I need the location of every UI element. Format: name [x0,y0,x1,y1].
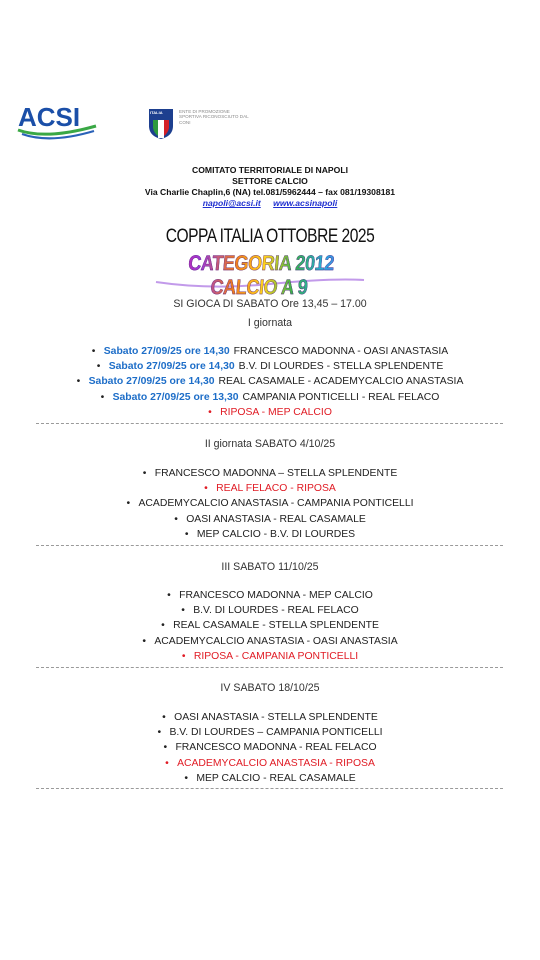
bullet-icon: • [167,590,171,601]
bullet-icon: • [165,757,169,769]
list-item [0,359,540,374]
email-link[interactable]: napoli@acsi.it [202,198,261,208]
bullet-icon: • [184,772,188,784]
match-text: RIPOSA - CAMPANIA PONTICELLI [193,650,359,662]
match-text: FRANCESCO MADONNA - MEP CALCIO [179,590,373,601]
bullet-icon: • [204,483,208,495]
divider [36,423,503,424]
bullet-icon: • [181,650,186,662]
list-item [0,725,540,740]
contact-links [0,198,540,209]
match-text: B.V. DI LOURDES - STELLA SPLENDENTE [238,361,444,373]
list-item [0,634,540,649]
bullet-icon: • [126,498,131,510]
round-title: IV SABATO 18/10/25 [220,682,320,694]
list-item [0,512,540,527]
list-item [0,374,540,389]
round-3-list [0,588,540,664]
divider [36,788,503,789]
match-date: Sabato 27/09/25 ore 13,30 [112,391,239,403]
bullet-icon: • [91,346,96,357]
match-text: ACADEMYCALCIO ANASTASIA - RIPOSA [177,757,375,769]
bullet-icon: • [162,712,166,723]
match-text: MEP CALCIO - REAL CASAMALE [196,772,356,784]
list-item [0,390,540,405]
list-item [0,466,540,481]
bullet-icon: • [96,361,101,373]
match-text: MEP CALCIO - B.V. DI LOURDES [196,528,356,540]
list-item [0,771,540,786]
bullet-icon: • [174,513,178,525]
bullet-icon: • [157,727,162,739]
divider [36,545,503,546]
list-item [0,405,540,420]
bullet-icon: • [142,635,146,647]
match-text: FRANCESCO MADONNA - OASI ANASTASIA [233,346,449,357]
page-title: COPPA ITALIA OTTOBRE 2025 [165,226,375,247]
round-title: II giornata SABATO 4/10/25 [204,438,336,450]
list-item [0,588,540,603]
match-text: REAL FELACO - RIPOSA [216,483,336,495]
match-text: B.V. DI LOURDES – CAMPANIA PONTICELLI [169,727,383,739]
round-title: III SABATO 11/10/25 [221,561,319,573]
round-2-list [0,466,540,542]
list-item [0,649,540,664]
match-text: ACADEMYCALCIO ANASTASIA - CAMPANIA PONTICELLI [138,498,414,510]
round-4-list [0,710,540,786]
address-line: Via Charlie Chaplin,6 (NA) tel.081/5962444 – fax 081/19308181 [144,187,396,197]
italia-tag: ITALIA [150,110,163,115]
match-text: OASI ANASTASIA - STELLA SPLENDENTE [174,712,378,723]
bullet-icon: • [184,528,189,540]
divider [36,667,503,668]
list-item [0,756,540,771]
category-title: CATEGORIA 2012 CALCIO A 9 [163,252,357,300]
match-text: OASI ANASTASIA - REAL CASAMALE [186,513,366,525]
website-link[interactable]: www.acsinapoli [273,198,338,208]
sector-name: SETTORE CALCIO [232,176,308,186]
list-item [0,618,540,633]
match-text: ACADEMYCALCIO ANASTASIA - OASI ANASTASIA [154,635,398,647]
match-text: FRANCESCO MADONNA - REAL FELACO [175,742,377,754]
bullet-icon: • [181,605,185,617]
match-text: CAMPANIA PONTICELLI - REAL FELACO [242,391,440,403]
list-item [0,527,540,542]
list-item [0,740,540,755]
committee-name: COMITATO TERRITORIALE DI NAPOLI [192,165,348,175]
bullet-icon: • [163,742,168,754]
match-text: REAL CASAMALE - ACADEMYCALCIO ANASTASIA [218,376,464,388]
list-item [0,710,540,725]
acsi-logo-text: ACSI [18,102,81,132]
list-item [0,481,540,496]
bullet-icon: • [208,406,212,418]
coni-logo-text: ENTE DI PROMOZIONE SPORTIVA RICONOSCIUTO DAL CONI [179,109,249,125]
bullet-icon: • [76,376,81,388]
acsi-logo [16,100,98,142]
bullet-icon: • [161,620,165,632]
schedule-note: SI GIOCA DI SABATO Ore 13,45 – 17.00 [173,298,367,310]
bullet-icon: • [100,391,105,403]
match-date: Sabato 27/09/25 ore 14,30 [108,361,235,373]
match-date: Sabato 27/09/25 ore 14,30 [88,376,215,388]
category-banner [150,252,370,299]
round-1-list [0,344,540,420]
list-item [0,496,540,511]
match-text: RIPOSA - MEP CALCIO [220,406,332,418]
list-item [0,344,540,359]
round-title: I giornata [247,317,293,329]
match-date: Sabato 27/09/25 ore 14,30 [103,346,230,357]
match-text: B.V. DI LOURDES - REAL FELACO [193,605,359,617]
bullet-icon: • [142,468,147,479]
list-item [0,603,540,618]
match-text: FRANCESCO MADONNA – STELLA SPLENDENTE [154,468,398,479]
match-text: REAL CASAMALE - STELLA SPLENDENTE [173,620,379,632]
